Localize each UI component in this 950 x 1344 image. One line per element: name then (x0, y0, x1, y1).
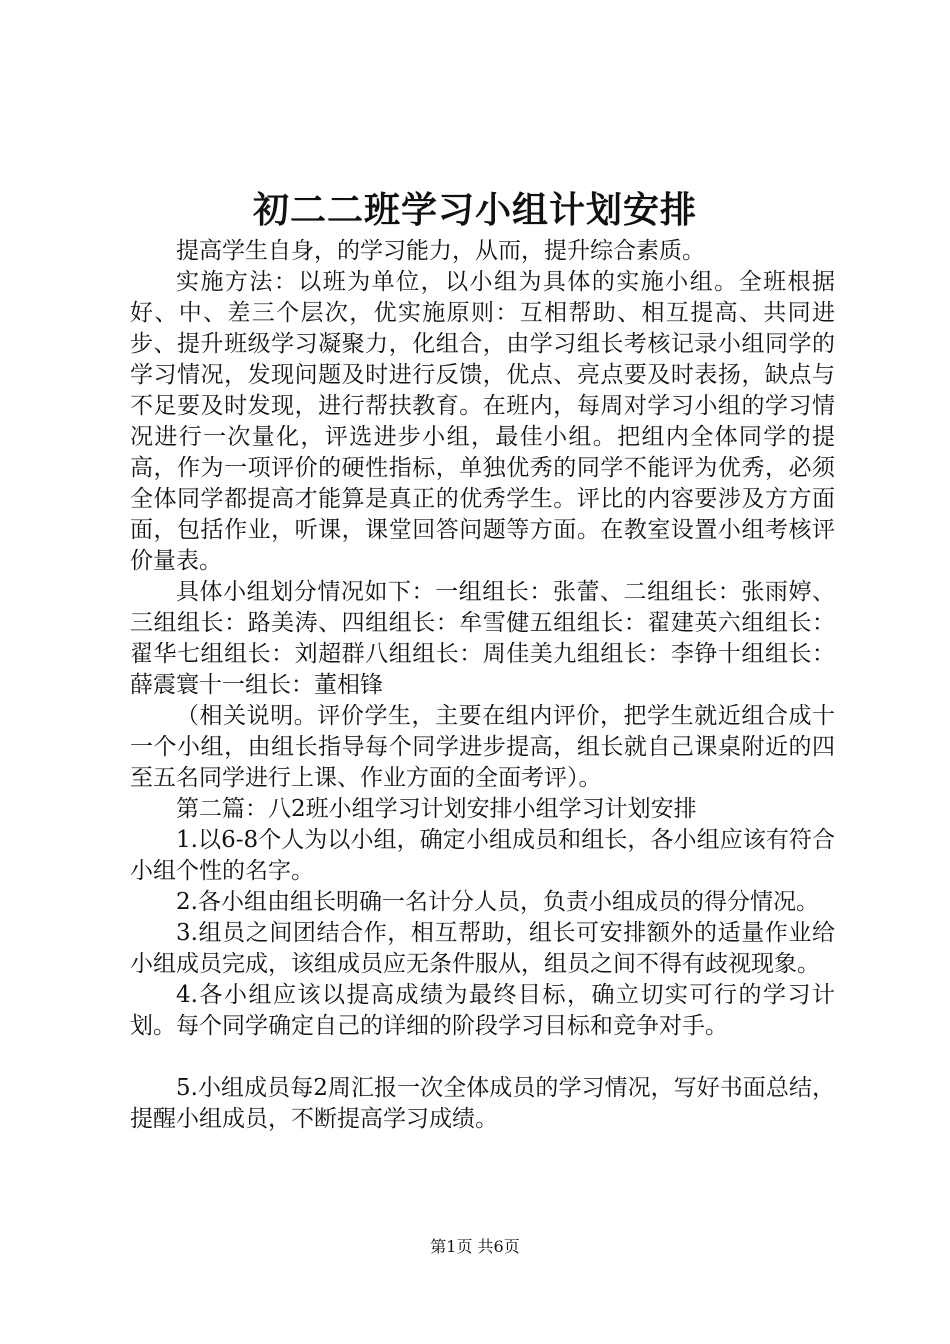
document-body (130, 236, 835, 1135)
paragraph-method: 实施方法：以班为单位，以小组为具体的实施小组。全班根据好、中、差三个层次，优实施原则：互相帮助、相互提高、共同进步、提升班级学习凝聚力，化组合，由学习组长考核记录小组同学的学习情况，发现问题及时进行反馈，优点、亮点要及时表扬，缺点与不足要及时发现，进行帮扶教育。在班内，每周对学习小组的学习情况进行一次量化，评选进步小组，最佳小组。把组内全体同学的提高，作为一项评价的硬性指标，单独优秀的同学不能评为优秀，必须全体同学都提高才能算是真正的优秀学生。评比的内容要涉及方方面面，包括作业，听课，课堂回答问题等方面。在教室设置小组考核评价量表。 (130, 269, 835, 574)
paragraph-item-5: 5.小组成员每2周汇报一次全体成员的学习情况，写好书面总结，提醒小组成员，不断提高学习成绩。 (130, 1075, 835, 1132)
paragraph-item-2: 2.各小组由组长明确一名计分人员，负责小组成员的得分情况。 (176, 889, 819, 915)
document-title: 初二二班学习小组计划安排 (252, 189, 697, 231)
paragraph-goal: 提高学生自身，的学习能力，从而，提升综合素质。 (176, 238, 705, 264)
paragraph-item-1: 1.以6-8个人为以小组，确定小组成员和组长，各小组应该有符合小组个性的名字。 (130, 827, 835, 884)
paragraph-item-3: 3.组员之间团结合作，相互帮助，组长可安排额外的适量作业给小组成员完成，该组成员应无条件服从，组员之间不得有歧视现象。 (130, 920, 835, 977)
page-footer: 第1页 共6页 (430, 1237, 520, 1256)
paragraph-group-division: 具体小组划分情况如下：一组组长：张蕾、二组组长：张雨婷、三组组长：路美涛、四组组长：牟雪健五组组长：翟建英六组组长：翟华七组组长：刘超群八组组长：周佳美九组组长：李铮十组组长：薛震寰十一组长：董相锋 (130, 579, 835, 698)
paragraph-item-4: 4.各小组应该以提高成绩为最终目标，确立切实可行的学习计划。每个同学确定自己的详细的阶段学习目标和竞争对手。 (130, 982, 835, 1039)
paragraph-section-two-heading: 第二篇：八2班小组学习计划安排小组学习计划安排 (176, 796, 697, 822)
paragraph-note: （相关说明。评价学生，主要在组内评价，把学生就近组合成十一个小组，由组长指导每个同学进步提高，组长就自己课桌附近的四至五名同学进行上课、作业方面的全面考评）。 (130, 703, 835, 791)
